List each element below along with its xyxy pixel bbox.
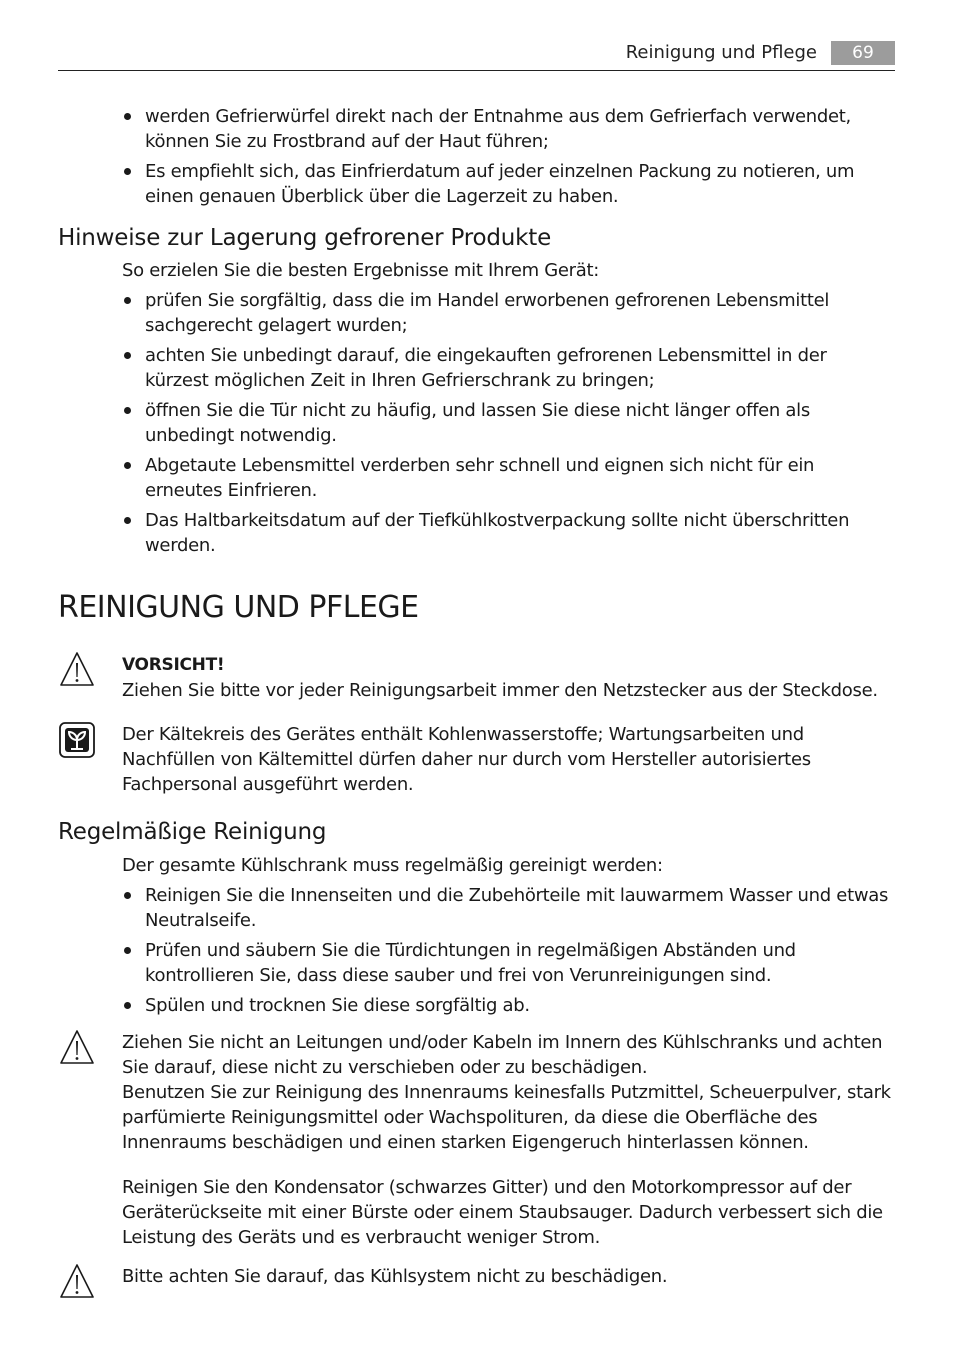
running-header: Reinigung und Pflege [625,42,817,63]
regular-cleaning-heading: Regelmäßige Reinigung [58,819,327,845]
regular-intro: Der gesamte Kühlschrank muss regelmäßig gereinigt werden: [122,855,663,876]
storage-intro: So erzielen Sie die besten Ergebnisse mit Ihrem Gerät: [122,260,600,281]
section-title: REINIGUNG UND PFLEGE [58,590,419,625]
list-item: Abgetaute Lebensmittel verderben sehr schnell und eignen sich nicht für ein erneutes Einfrieren. [122,453,894,503]
warning-text-cleaners: Benutzen Sie zur Reinigung des Innenraums keinesfalls Putzmittel, Scheuerpulver, stark parfümierte Reinigungsmittel oder Wachspolituren, da diese die Oberfläche des Innenraums beschädigen und einen starken Eigengeruch hinterlassen können. [122,1082,891,1153]
list-item: Spülen und trocknen Sie diese sorgfältig ab. [122,993,894,1018]
final-warning-text: Bitte achten Sie darauf, das Kühlsystem nicht zu beschädigen. [122,1266,668,1287]
warning-text-cables: Ziehen Sie nicht an Leitungen und/oder Kabeln im Innern des Kühlschranks und achten Sie darauf, diese nicht zu verschieben oder zu beschädigen. [122,1032,883,1078]
warning-block [122,1030,894,1155]
storage-bullet-list [122,288,894,563]
warning-triangle-icon [58,1262,96,1300]
list-item: öffnen Sie die Tür nicht zu häufig, und lassen Sie diese nicht länger offen als unbedingt notwendig. [122,398,894,448]
page-number: 69 [831,41,895,65]
list-item: Prüfen und säubern Sie die Türdichtungen in regelmäßigen Abständen und kontrollieren Sie, dass diese sauber und frei von Verunreinigungen sind. [122,938,894,988]
list-item: achten Sie unbedingt darauf, die eingekauften gefrorenen Lebensmittel in der kürzest möglichen Zeit in Ihren Gefrierschrank zu bringen; [122,343,894,393]
condenser-text: Reinigen Sie den Kondensator (schwarzes Gitter) und den Motorkompressor auf der Geräterückseite mit einer Bürste oder einem Staubsauger. Dadurch verbessert sich die Leistung des Geräts und es verbraucht weniger Strom. [122,1177,883,1248]
caution-block [122,653,894,703]
refrigerant-text: Der Kältekreis des Gerätes enthält Kohlenwasserstoffe; Wartungsarbeiten und Nachfüllen von Kältemittel dürfen daher nur durch vom Hersteller autorisiertes Fachpersonal ausgeführt werden. [122,724,811,795]
regular-bullet-list [122,883,894,1023]
list-item: Es empfiehlt sich, das Einfrierdatum auf jeder einzelnen Packung zu notieren, um einen genauen Überblick über die Lagerzeit zu haben. [122,159,894,209]
header-divider [58,70,895,71]
list-item: werden Gefrierwürfel direkt nach der Entnahme aus dem Gefrierfach verwendet, können Sie zu Frostbrand auf der Haut führen; [122,104,894,154]
list-item: prüfen Sie sorgfältig, dass die im Handel erworbenen gefrorenen Lebensmittel sachgerecht gelagert wurden; [122,288,894,338]
list-item: Das Haltbarkeitsdatum auf der Tiefkühlkostverpackung sollte nicht überschritten werden. [122,508,894,558]
environment-info-icon [58,721,96,759]
warning-triangle-icon [58,1028,96,1066]
storage-heading: Hinweise zur Lagerung gefrorener Produkte [58,225,552,251]
list-item: Reinigen Sie die Innenseiten und die Zubehörteile mit lauwarmem Wasser und etwas Neutralseife. [122,883,894,933]
top-bullet-list [122,104,894,214]
caution-label: VORSICHT! [122,655,225,675]
warning-triangle-icon [58,650,96,688]
caution-text: Ziehen Sie bitte vor jeder Reinigungsarbeit immer den Netzstecker aus der Steckdose. [122,680,878,701]
